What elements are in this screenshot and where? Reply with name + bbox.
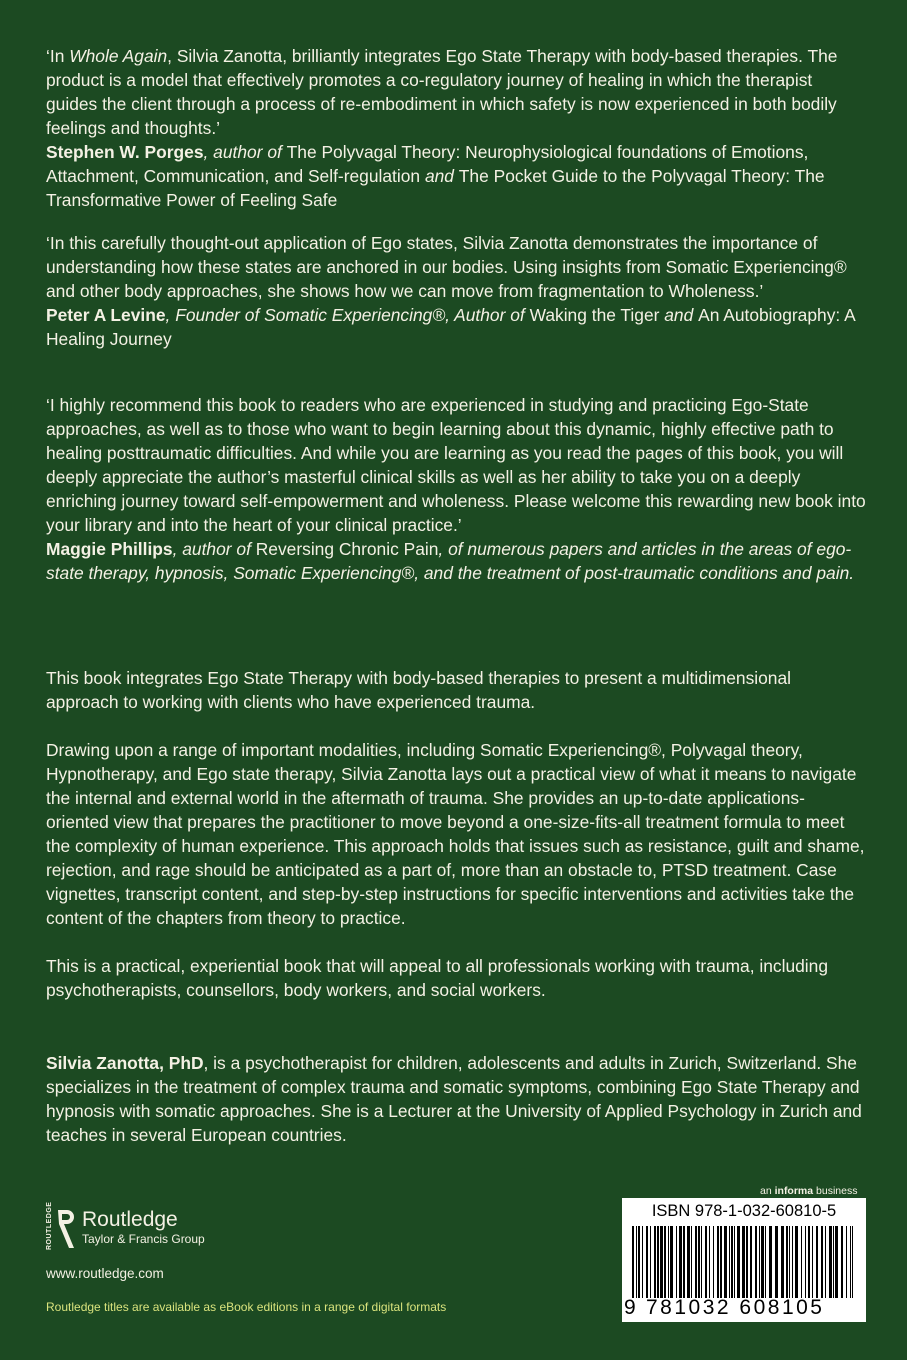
barcode-bar: [742, 1226, 745, 1298]
attr-work: Waking the Tiger: [529, 305, 660, 325]
barcode-bar: [664, 1226, 666, 1298]
routledge-logo-icon: [46, 1201, 78, 1250]
barcode-bar: [765, 1226, 766, 1298]
bio-body: , is a psychotherapist for children, adolescents and adults in Zurich, Switzerland. She specializes in the treatment of complex trauma and somatic symptoms, combining Ego State Therapy and hypnosis with somatic approaches. She is a Lecturer at the University of Applied Psychology in Zurich and teaches in several European countries.: [46, 1053, 862, 1145]
attr-work: The Pocket Guide to the Polyvagal Theory: The Transformative Power of Feeling Safe: [46, 166, 825, 210]
quote-text: ‘I highly recommend this book to readers who are experienced in studying and practicing Ego-State approaches, as well as to those who want to begin learning about this dynamic, highly effective path to healing posttraumatic difficulties. And while you are learning as you read the pages of this book, you will deeply appreciate the author’s masterful clinical skills as well as her ability to take you on a deeply enriching journey toward self-empowerment and wholeness. Please welcome this rewarding new book into your library and into the heart of your clinical practice.’: [46, 395, 866, 535]
barcode-bar: [676, 1226, 677, 1298]
author-bio: [46, 1051, 866, 1147]
barcode-bar: [698, 1226, 700, 1298]
barcode-bar: [668, 1226, 669, 1298]
routledge-r-icon: [56, 1208, 78, 1250]
barcode-bar: [632, 1226, 634, 1298]
barcode-bar: [833, 1226, 834, 1298]
barcode-bar: [786, 1226, 788, 1298]
barcode-bar: [709, 1226, 710, 1298]
barcode-bar: [720, 1226, 722, 1298]
barcode-bar: [759, 1226, 760, 1298]
barcode-bar: [724, 1226, 727, 1298]
barcode-bar: [638, 1226, 640, 1298]
barcode-bar: [761, 1226, 764, 1298]
attr-conj: and: [420, 166, 459, 186]
barcode-bar: [734, 1226, 735, 1298]
endorsement-porges: [46, 44, 866, 212]
quote-author: Peter A Levine: [46, 305, 166, 325]
barcode-bar: [781, 1226, 784, 1298]
quote-author: Stephen W. Porges: [46, 142, 204, 162]
quote-open: ‘In: [46, 46, 70, 66]
description-paragraph: This book integrates Ego State Therapy with body-based therapies to present a multidimensional approach to working with clients who have experienced trauma.: [46, 668, 792, 712]
informa-brand: informa: [774, 1185, 814, 1197]
barcode-bar: [789, 1226, 790, 1298]
barcode-bar: [737, 1226, 740, 1298]
publisher-block: [46, 1201, 286, 1281]
barcode-main-digits: 781032 608105: [646, 1296, 825, 1319]
barcode-bar: [679, 1226, 682, 1298]
author-name: Silvia Zanotta, PhD: [46, 1053, 204, 1073]
quote-attribution: [46, 140, 866, 212]
attr-work: An Autobiography: A Healing Journey: [46, 305, 855, 349]
barcode-bar: [636, 1226, 637, 1298]
barcode-bar: [825, 1226, 826, 1298]
barcode-bar: [850, 1226, 851, 1298]
endorsement-levine: [46, 231, 866, 351]
ebook-note: Routledge titles are available as eBook editions in a range of digital formats: [46, 1300, 447, 1314]
barcode-bar: [731, 1226, 733, 1298]
informa-post: business: [813, 1185, 858, 1197]
barcode-bar: [750, 1226, 752, 1298]
quote-text: ‘In this carefully thought-out application of Ego states, Silvia Zanotta demonstrates the importance of understanding how these states are anchored in our bodies. Using insights from Somatic Experiencing® and other body approaches, she shows how we can move from fragmentation to Wholeness.’: [46, 233, 847, 301]
barcode-bar: [701, 1226, 702, 1298]
barcode-bars: [630, 1226, 858, 1298]
barcode-bar: [687, 1226, 690, 1298]
barcode-bar: [746, 1226, 748, 1298]
barcode-bar: [657, 1226, 659, 1298]
quote-text: [46, 44, 866, 140]
barcode-bar: [691, 1226, 692, 1298]
barcode-bar: [660, 1226, 663, 1298]
attr-role: , Founder of Somatic Experiencing®, Author of: [165, 305, 530, 325]
isbn-barcode: [622, 1198, 866, 1322]
barcode-bar: [769, 1226, 772, 1298]
barcode-bar: [705, 1226, 707, 1298]
barcode-bar: [841, 1226, 843, 1298]
attr-work: The Polyvagal Theory: Neurophysiological foundations of Emotions, Attachment, Communication, and Self-regulation: [46, 142, 809, 186]
attr-conj: and: [659, 305, 699, 325]
description-paragraph: Drawing upon a range of important modalities, including Somatic Experiencing®, Polyvagal theory, Hypnotherapy, and Ego state therapy, Silvia Zanotta lays out a practical view of what it means to navigate the internal and external world in the aftermath of trauma. She provides an up-to-date applications-oriented view that prepares the practitioner to move beyond a one-size-fits-all treatment formula to meet the complexity of human experience. This approach holds that issues such as resistance, guilt and shame, rejection, and rage should be anticipated as a part of, more than an obstacle to, PTSD treatment. Case vignettes, transcript content, and step-by-step instructions for specific interventions and activities take the content of the chapters from theory to practice.: [46, 740, 865, 928]
publisher-logo: [46, 1201, 286, 1250]
publisher-name: Routledge: [82, 1208, 178, 1231]
barcode-bar: [801, 1226, 802, 1298]
book-description: [46, 666, 866, 1026]
publisher-url[interactable]: www.routledge.com: [46, 1266, 164, 1281]
informa-pre: an: [760, 1185, 775, 1197]
barcode-bar: [717, 1226, 719, 1298]
quote-body: , Silvia Zanotta, brilliantly integrates Ego State Therapy with body-based therapies. The product is a model that effectively promotes a co-regulatory journey of healing in which the therapist guides the client through a process of re-embodiment in which safety is now experienced in both bodily feelings and thoughts.’: [46, 46, 838, 138]
endorsement-phillips: [46, 393, 866, 585]
barcode-bar: [808, 1226, 810, 1298]
barcode-bar: [755, 1226, 757, 1298]
book-title: Whole Again: [69, 46, 168, 66]
barcode-bar: [654, 1226, 656, 1298]
informa-tagline: [760, 1185, 857, 1197]
barcode-lead-digit: 9: [624, 1296, 639, 1319]
quote-attribution: [46, 303, 866, 351]
attr-work: Reversing Chronic Pain: [255, 539, 439, 559]
barcode-bar: [821, 1226, 823, 1298]
barcode-bar: [670, 1226, 673, 1298]
barcode-bar: [816, 1226, 818, 1298]
barcode-bar: [775, 1226, 778, 1298]
bio-text: [46, 1051, 866, 1147]
barcode-bar: [792, 1226, 793, 1298]
barcode-bar: [729, 1226, 730, 1298]
barcode-bar: [812, 1226, 813, 1298]
barcode-bar: [795, 1226, 798, 1298]
barcode-bar: [683, 1226, 685, 1298]
barcode-bar: [805, 1226, 806, 1298]
barcode-bar: [852, 1226, 853, 1298]
barcode-bar: [650, 1226, 651, 1298]
barcode-bar: [713, 1226, 714, 1298]
attr-role: , of numerous papers and articles in the areas of ego-state therapy, hypnosis, Somatic Experiencing®, and the treatment of post-traumatic conditions and pain.: [46, 539, 855, 583]
barcode-bar: [846, 1226, 847, 1298]
quote-author: Maggie Phillips: [46, 539, 173, 559]
description-paragraph: This is a practical, experiential book that will appeal to all professionals working with trauma, including psychotherapists, counsellors, body workers, and social workers.: [46, 956, 829, 1000]
attr-role: , author of: [203, 142, 287, 162]
logo-vertical-text: ROUTLEDGE: [46, 1201, 53, 1250]
barcode-bar: [829, 1226, 832, 1298]
isbn-label: ISBN 978-1-032-60810-5: [651, 1202, 837, 1220]
attr-role: , author of: [172, 539, 256, 559]
quote-attribution: [46, 537, 866, 585]
barcode-bar: [646, 1226, 648, 1298]
barcode-bar: [835, 1226, 838, 1298]
barcode-bar: [642, 1226, 643, 1298]
publisher-group: Taylor & Francis Group: [82, 1232, 205, 1246]
logo-text: [82, 1208, 205, 1246]
barcode-bar: [695, 1226, 697, 1298]
